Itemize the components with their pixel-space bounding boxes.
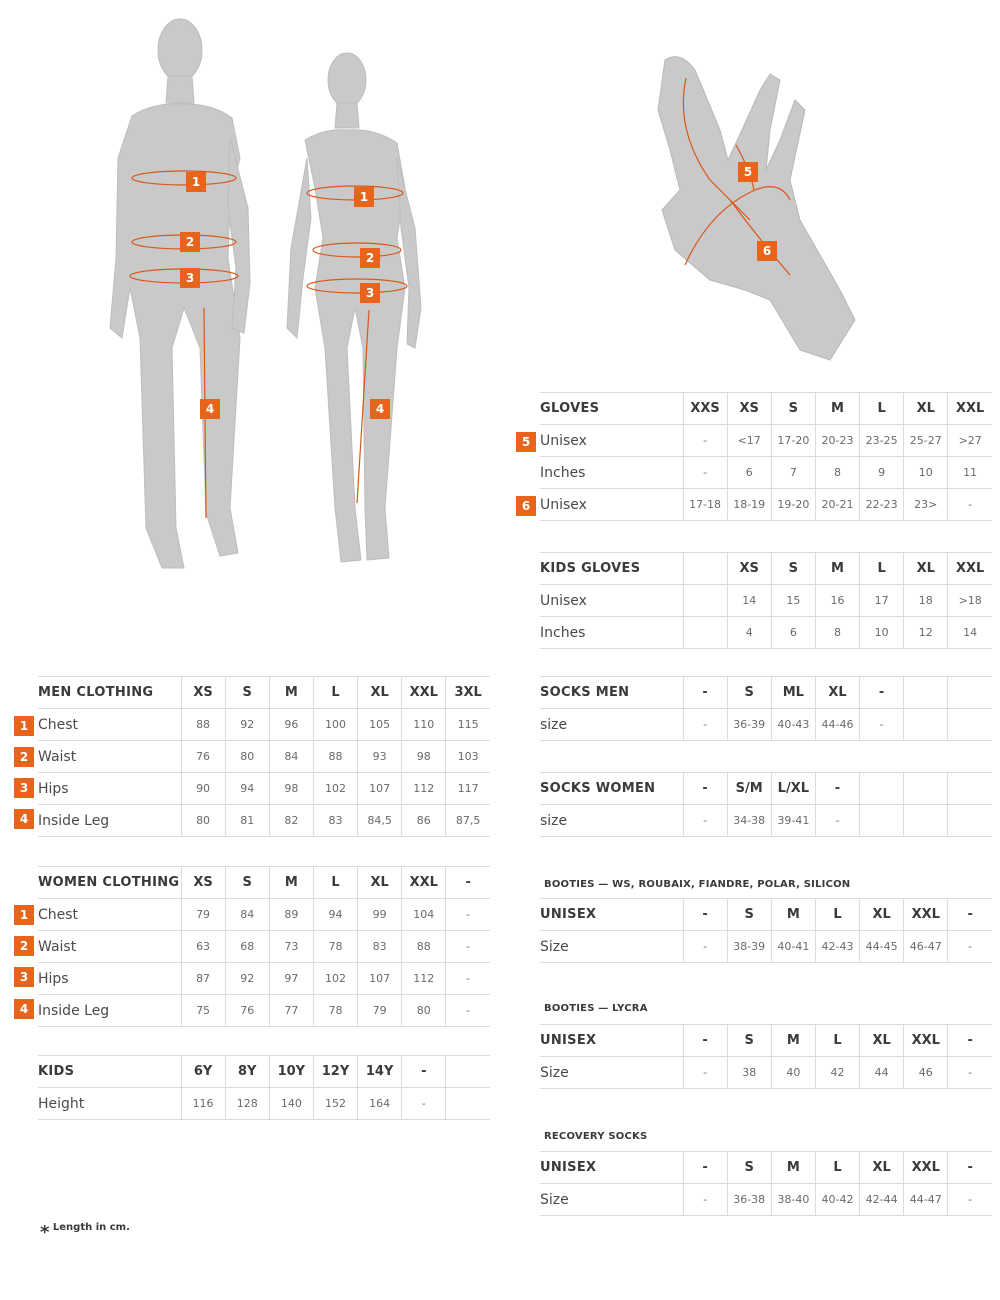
table-row: Hips 90 94 98 102 107 112 117 (38, 773, 490, 805)
women-badge-4: 4 (14, 999, 34, 1019)
table-row: Chest 88 92 96 100 105 110 115 (38, 709, 490, 741)
women-clothing-title: WOMEN CLOTHING (38, 867, 181, 899)
table-row: Inches - 6 7 8 9 10 11 (540, 457, 992, 489)
women-marker-2: 2 (360, 248, 380, 268)
booties-1-caption: BOOTIES — WS, ROUBAIX, FIANDRE, POLAR, SILICON (544, 879, 851, 890)
men-body-figure (80, 8, 260, 573)
recovery-title: UNISEX (540, 1152, 683, 1184)
table-row: size - 34-38 39-41 - (540, 805, 992, 837)
table-row: Size - 38-39 40-41 42-43 44-45 46-47 - (540, 931, 992, 963)
men-badge-2: 2 (14, 747, 34, 767)
gloves-table: GLOVES XXS XS S M L XL XXL Unisex - <17 17-20 20-23 23-25 25-27 >27 Inches - 6 7 8 9 10 11 Unisex 17-18 18-19 19-20 20-21 22-23 23> - (540, 392, 992, 521)
women-badge-2: 2 (14, 936, 34, 956)
booties-2-title: UNISEX (540, 1025, 683, 1057)
men-badge-3: 3 (14, 778, 34, 798)
gloves-badge-6: 6 (516, 496, 536, 516)
table-row: Size - 36-38 38-40 40-42 42-44 44-47 - (540, 1184, 992, 1216)
men-marker-1: 1 (186, 172, 206, 192)
booties-1-title: UNISEX (540, 899, 683, 931)
men-clothing-title: MEN CLOTHING (38, 677, 181, 709)
women-badge-3: 3 (14, 967, 34, 987)
footnote (40, 1222, 130, 1243)
men-badge-4: 4 (14, 809, 34, 829)
gloves-badge-5: 5 (516, 432, 536, 452)
women-body-figure (285, 48, 430, 573)
table-row: Waist 76 80 84 88 93 98 103 (38, 741, 490, 773)
table-row: Height 116 128 140 152 164 - (38, 1088, 490, 1120)
table-row: Chest 79 84 89 94 99 104 - (38, 899, 490, 931)
men-badge-1: 1 (14, 716, 34, 736)
men-clothing-table: MEN CLOTHING XS S M L XL XXL 3XL Chest 88 92 96 100 105 110 115 Waist 76 80 84 88 93 98 103 Hips 90 94 98 102 107 112 117 Inside Leg 80 81 82 83 84,5 86 87,5 (38, 676, 490, 837)
socks-men-title: SOCKS MEN (540, 677, 683, 709)
booties-1-table: UNISEX - S M L XL XXL - Size - 38-39 40-41 42-43 44-45 46-47 - (540, 898, 992, 963)
table-row: Inside Leg 80 81 82 83 84,5 86 87,5 (38, 805, 490, 837)
gloves-title: GLOVES (540, 393, 683, 425)
women-marker-1: 1 (354, 187, 374, 207)
kids-gloves-table: KIDS GLOVES XS S M L XL XXL Unisex 14 15 16 17 18 >18 Inches 4 6 8 10 12 14 (540, 552, 992, 649)
table-row: Size - 38 40 42 44 46 - (540, 1057, 992, 1089)
socks-men-table: SOCKS MEN - S ML XL - size - 36-39 40-43 44-46 - (540, 676, 992, 741)
recovery-table: UNISEX - S M L XL XXL - Size - 36-38 38-40 40-42 42-44 44-47 - (540, 1151, 992, 1216)
recovery-caption: RECOVERY SOCKS (544, 1131, 648, 1142)
table-row: Unisex - <17 17-20 20-23 23-25 25-27 >27 (540, 425, 992, 457)
men-marker-3: 3 (180, 268, 200, 288)
men-marker-4: 4 (200, 399, 220, 419)
footnote-text: Length in cm. (52, 1222, 130, 1233)
table-row: Hips 87 92 97 102 107 112 - (38, 963, 490, 995)
hand-marker-6: 6 (757, 241, 777, 261)
women-marker-4: 4 (370, 399, 390, 419)
kids-table: KIDS 6Y 8Y 10Y 12Y 14Y - Height 116 128 140 152 164 - (38, 1055, 490, 1120)
table-row: Unisex 17-18 18-19 19-20 20-21 22-23 23> - (540, 489, 992, 521)
men-marker-2: 2 (180, 232, 200, 252)
hand-figure (650, 50, 865, 370)
booties-2-table: UNISEX - S M L XL XXL - Size - 38 40 42 44 46 - (540, 1024, 992, 1089)
women-marker-3: 3 (360, 283, 380, 303)
table-row: size - 36-39 40-43 44-46 - (540, 709, 992, 741)
table-row: Inches 4 6 8 10 12 14 (540, 617, 992, 649)
table-row: Inside Leg 75 76 77 78 79 80 - (38, 995, 490, 1027)
women-clothing-table: WOMEN CLOTHING XS S M L XL XXL - Chest 79 84 89 94 99 104 - Waist 63 68 73 78 83 88 - Hips 87 92 97 102 107 112 - Inside Leg 75 76 77 78 79 80 - (38, 866, 490, 1027)
socks-women-table: SOCKS WOMEN - S/M L/XL - size - 34-38 39-41 - (540, 772, 992, 837)
footnote-star: * (40, 1222, 50, 1243)
socks-women-title: SOCKS WOMEN (540, 773, 683, 805)
hand-marker-5: 5 (738, 162, 758, 182)
table-row: Unisex 14 15 16 17 18 >18 (540, 585, 992, 617)
table-row: Waist 63 68 73 78 83 88 - (38, 931, 490, 963)
kids-gloves-title: KIDS GLOVES (540, 553, 683, 585)
booties-2-caption: BOOTIES — LYCRA (544, 1003, 648, 1014)
women-badge-1: 1 (14, 905, 34, 925)
kids-title: KIDS (38, 1056, 181, 1088)
